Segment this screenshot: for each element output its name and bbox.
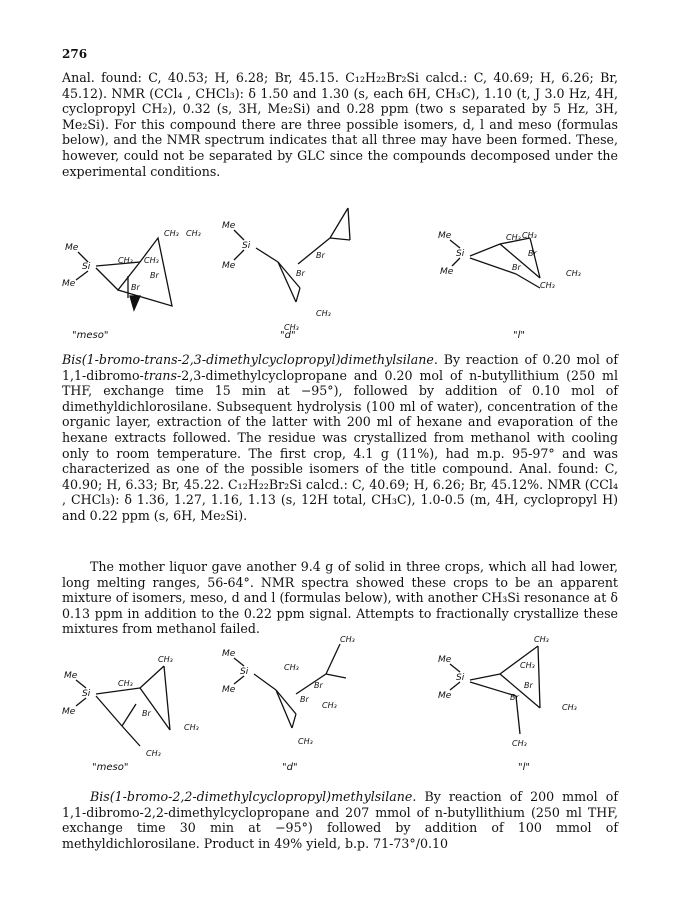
br-label: Br [528, 249, 537, 258]
l-structure-1 [438, 231, 581, 290]
ch3-label: CH₃ [512, 739, 527, 748]
ch3-label: CH₃ [506, 233, 521, 242]
br-label: Br [314, 681, 323, 690]
ch3-label: CH₃ [520, 661, 535, 670]
l-structure-2 [438, 635, 577, 748]
me-label: Me [438, 655, 452, 665]
br-label: Br [296, 269, 305, 278]
si-label: Si [456, 673, 465, 683]
me-label: Me [222, 261, 236, 271]
text-segment: By reaction of 0.20 mol of 1,1-dibromo- [62, 352, 618, 383]
ch3-label: CH₃ [540, 281, 555, 290]
ch3-label: CH₃ [322, 701, 337, 710]
compound-title: Bis(1-bromo-trans-2,3-dimethylcyclopropyl)dimethylsilane. [62, 352, 438, 367]
paragraph-analysis: Anal. found: C, 40.53; H, 6.28; Br, 45.15. C₁₂H₂₂Br₂Si calcd.: C, 40.69; H, 6.26; Br, 45.12). NMR (CCl₄ , CHCl₃): δ 1.50 and 1.30 (s, each 6H, CH₃C), 1.10 (t, J 3.0 Hz, 4H, cyclopropyl CH₂), 0.32 (s, 3H, Me₂Si) and 0.28 ppm (two s separated by 5 Hz, 3H, Me₂Si). For this compound there are three possible isomers, d, l and meso (formulas below), and the NMR spectrum indicates that all three may have been formed. These, however, could not be separated by GLC since the compounds decomposed under the experimental conditions. [62, 70, 618, 179]
br-label: Br [512, 263, 521, 272]
me-label: Me [222, 685, 236, 695]
me-label: Me [222, 221, 236, 231]
ch3-label: CH₃ [562, 703, 577, 712]
ch3-label: CH₃ [534, 635, 549, 644]
meso-structure-2 [62, 655, 199, 758]
caption-meso: "meso" [72, 330, 109, 341]
br-label: Br [150, 271, 159, 280]
br-label: Br [131, 283, 140, 292]
meso-structure-1 [62, 229, 201, 310]
text-segment: -2,3-dimethylcyclopropane and 0.20 mol of n-butyllithium (250 ml THF, exchange time 15 min at −95°), followed by addition of 0.10 mol of dimethyldichlorosilane. Subsequent hydrolysis (100 ml of water), concentration of the organic layer, extraction of the latter with 200 ml of hexane and evaporation of the hexane extracts followed. The residue was crystallized from methanol with cooling only to room temperature. The first crop, 4.1 g (11%), had m.p. 95-97° and was characterized as one of the possible isomers of the title compound. Anal. found: C, 40.90; H, 6.33; Br, 45.22. C₁₂H₂₂Br₂Si calcd.: C, 40.69; H, 6.26; Br, 45.12%. NMR (CCl₄ , CHCl₃): δ 1.36, 1.27, 1.16, 1.13 (s, 12H total, CH₃C), 1.0-0.5 (m, 4H, cyclopropyl H) and 0.22 ppm (s, 6H, Me₂Si). [62, 367, 618, 523]
me-label: Me [62, 707, 76, 717]
me-label: Me [222, 649, 236, 659]
structure-row-2-drawing [0, 634, 680, 784]
ch3-label: CH₃ [158, 655, 173, 664]
me-label: Me [438, 691, 452, 701]
ch3-label: CH₃ [316, 309, 331, 318]
caption-l: "l" [518, 762, 530, 773]
ch3-label: CH₃ [144, 256, 159, 265]
structure-row-1-drawing [0, 198, 680, 348]
ch3-label: CH₃ [146, 749, 161, 758]
ch3-label: CH₃ [566, 269, 581, 278]
ch3-label: CH₃ [186, 229, 201, 238]
caption-meso: "meso" [92, 762, 129, 773]
structure-row-1 [0, 198, 680, 348]
structure-row-2 [0, 634, 680, 784]
ch3-label: CH₃ [284, 663, 299, 672]
me-label: Me [64, 671, 78, 681]
me-label: Me [62, 279, 76, 289]
br-label: Br [524, 681, 533, 690]
caption-d: "d" [282, 762, 298, 773]
ch3-label: CH₃ [284, 323, 299, 332]
si-label: Si [242, 241, 251, 251]
br-label: Br [510, 693, 519, 702]
br-label: Br [316, 251, 325, 260]
caption-d: "d" [280, 330, 296, 341]
ch3-label: CH₃ [184, 723, 199, 732]
me-label: Me [438, 231, 452, 241]
paragraph-bis-trans [62, 352, 618, 524]
compound-title: Bis(1-bromo-2,2-dimethylcyclopropyl)methylsilane. [90, 789, 417, 804]
text-segment: By reaction of 200 mmol of 1,1-dibromo-2,2-dimethylcyclopropane and 207 mmol of n-butyllithium (250 ml THF, exchange time 30 min at −95°) followed by addition of 100 mmol of methyldichlorosilane. Product in 49% yield, b.p. 71-73°/0.10 [62, 789, 618, 851]
si-label: Si [456, 249, 465, 259]
caption-l: "l" [513, 330, 525, 341]
si-label: Si [240, 667, 249, 677]
si-label: Si [82, 689, 91, 699]
ch3-label: CH₃ [118, 679, 133, 688]
br-label: Br [300, 695, 309, 704]
ch3-label: CH₃ [522, 231, 537, 240]
me-label: Me [440, 267, 454, 277]
page-number: 276 [62, 47, 88, 61]
stereo-term: trans [143, 367, 177, 383]
ch3-label: CH₃ [340, 635, 355, 644]
me-label: Me [65, 243, 79, 253]
paragraph-mother-liquor: The mother liquor gave another 9.4 g of solid in three crops, which all had lower, long melting ranges, 56-64°. NMR spectra showed these crops to be an apparent mixture of isomers, meso, d and l (formulas below), with another CH₃Si resonance at δ 0.13 ppm in addition to the 0.22 ppm signal. Attempts to fractionally crystallize these mixtures from methanol failed. [62, 559, 618, 637]
ch3-label: CH₃ [164, 229, 179, 238]
paragraph-bis-dimethyl [62, 789, 618, 851]
ch3-label: CH₃ [298, 737, 313, 746]
d-structure-2 [222, 635, 355, 746]
si-label: Si [82, 262, 91, 272]
ch3-label: CH₃ [118, 256, 133, 265]
br-label: Br [142, 709, 151, 718]
d-structure-1 [222, 208, 350, 332]
